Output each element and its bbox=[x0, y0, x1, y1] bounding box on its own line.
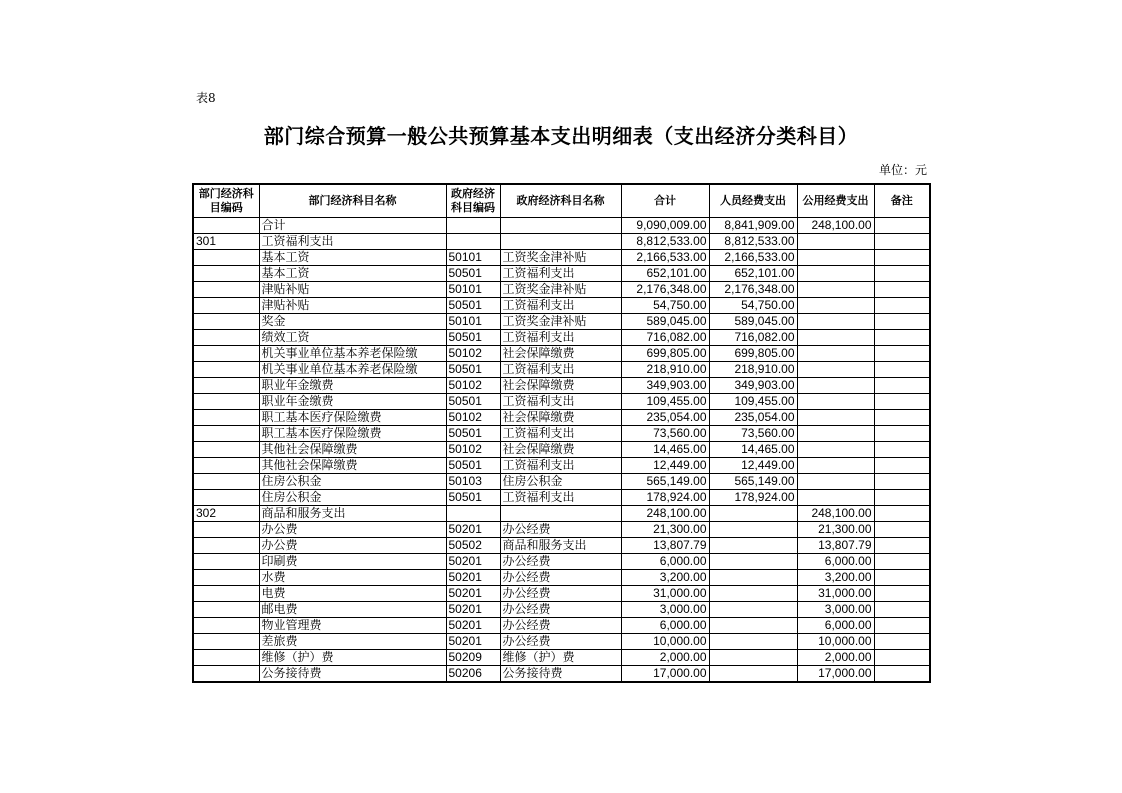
personnel-cell bbox=[709, 617, 797, 633]
public-cell bbox=[797, 457, 874, 473]
dept-name-cell: 津贴补贴 bbox=[259, 281, 446, 297]
gov-name-cell bbox=[500, 505, 621, 521]
public-cell: 248,100.00 bbox=[797, 217, 874, 233]
total-cell: 8,812,533.00 bbox=[621, 233, 709, 249]
gov-name-cell: 住房公积金 bbox=[500, 473, 621, 489]
total-cell: 12,449.00 bbox=[621, 457, 709, 473]
gov-code-cell: 50501 bbox=[446, 425, 500, 441]
note-cell bbox=[874, 217, 930, 233]
table-number-label: 表8 bbox=[196, 91, 216, 105]
table-row bbox=[193, 553, 930, 569]
total-cell: 21,300.00 bbox=[621, 521, 709, 537]
total-cell: 3,000.00 bbox=[621, 601, 709, 617]
dept-name-cell: 绩效工资 bbox=[259, 329, 446, 345]
gov-code-cell: 50201 bbox=[446, 633, 500, 649]
table-row bbox=[193, 425, 930, 441]
public-cell bbox=[797, 249, 874, 265]
gov-name-cell bbox=[500, 217, 621, 233]
note-cell bbox=[874, 265, 930, 281]
dept-code-cell bbox=[193, 521, 259, 537]
dept-code-cell bbox=[193, 265, 259, 281]
personnel-cell: 699,805.00 bbox=[709, 345, 797, 361]
gov-name-cell: 办公经费 bbox=[500, 585, 621, 601]
public-cell: 248,100.00 bbox=[797, 505, 874, 521]
note-cell bbox=[874, 665, 930, 682]
gov-code-cell: 50101 bbox=[446, 281, 500, 297]
gov-name-cell: 办公经费 bbox=[500, 601, 621, 617]
gov-code-cell bbox=[446, 505, 500, 521]
personnel-cell bbox=[709, 569, 797, 585]
dept-code-cell bbox=[193, 217, 259, 233]
table-row bbox=[193, 345, 930, 361]
table-row bbox=[193, 569, 930, 585]
unit-label: 单位：元 bbox=[878, 163, 927, 177]
note-cell bbox=[874, 617, 930, 633]
dept-name-cell: 工资福利支出 bbox=[259, 233, 446, 249]
dept-name-cell: 津贴补贴 bbox=[259, 297, 446, 313]
public-cell bbox=[797, 425, 874, 441]
total-cell: 9,090,009.00 bbox=[621, 217, 709, 233]
dept-code-cell: 302 bbox=[193, 505, 259, 521]
dept-name-cell: 职工基本医疗保险缴费 bbox=[259, 425, 446, 441]
total-cell: 2,176,348.00 bbox=[621, 281, 709, 297]
total-cell: 54,750.00 bbox=[621, 297, 709, 313]
personnel-cell: 2,166,533.00 bbox=[709, 249, 797, 265]
public-cell: 21,300.00 bbox=[797, 521, 874, 537]
dept-code-cell bbox=[193, 313, 259, 329]
dept-code-cell bbox=[193, 537, 259, 553]
dept-name-cell: 其他社会保障缴费 bbox=[259, 441, 446, 457]
dept-name-cell: 商品和服务支出 bbox=[259, 505, 446, 521]
total-cell: 235,054.00 bbox=[621, 409, 709, 425]
table-body bbox=[193, 217, 930, 682]
gov-name-cell: 工资福利支出 bbox=[500, 489, 621, 505]
dept-name-cell: 合计 bbox=[259, 217, 446, 233]
note-cell bbox=[874, 377, 930, 393]
dept-code-cell bbox=[193, 633, 259, 649]
gov-name-cell: 工资福利支出 bbox=[500, 297, 621, 313]
personnel-cell: 2,176,348.00 bbox=[709, 281, 797, 297]
total-cell: 17,000.00 bbox=[621, 665, 709, 682]
table-row bbox=[193, 617, 930, 633]
gov-code-cell: 50501 bbox=[446, 329, 500, 345]
dept-name-cell: 其他社会保障缴费 bbox=[259, 457, 446, 473]
personnel-cell bbox=[709, 665, 797, 682]
personnel-cell bbox=[709, 649, 797, 665]
table-row bbox=[193, 313, 930, 329]
personnel-cell: 589,045.00 bbox=[709, 313, 797, 329]
gov-code-cell: 50103 bbox=[446, 473, 500, 489]
gov-name-cell: 工资奖金津补贴 bbox=[500, 313, 621, 329]
dept-code-cell bbox=[193, 425, 259, 441]
public-cell: 10,000.00 bbox=[797, 633, 874, 649]
table-row bbox=[193, 249, 930, 265]
personnel-cell: 109,455.00 bbox=[709, 393, 797, 409]
note-cell bbox=[874, 233, 930, 249]
gov-name-cell: 工资福利支出 bbox=[500, 361, 621, 377]
table-row bbox=[193, 377, 930, 393]
gov-code-cell bbox=[446, 233, 500, 249]
personnel-cell: 54,750.00 bbox=[709, 297, 797, 313]
table-row bbox=[193, 633, 930, 649]
table-row bbox=[193, 521, 930, 537]
dept-name-cell: 基本工资 bbox=[259, 265, 446, 281]
note-cell bbox=[874, 585, 930, 601]
personnel-cell bbox=[709, 601, 797, 617]
gov-code-cell: 50501 bbox=[446, 489, 500, 505]
table-row bbox=[193, 457, 930, 473]
dept-code-cell bbox=[193, 281, 259, 297]
gov-name-cell: 社会保障缴费 bbox=[500, 377, 621, 393]
personnel-cell: 12,449.00 bbox=[709, 457, 797, 473]
dept-code-cell bbox=[193, 361, 259, 377]
page-title: 部门综合预算一般公共预算基本支出明细表（支出经济分类科目） bbox=[263, 124, 859, 148]
gov-name-cell: 商品和服务支出 bbox=[500, 537, 621, 553]
total-cell: 716,082.00 bbox=[621, 329, 709, 345]
gov-code-cell: 50501 bbox=[446, 297, 500, 313]
gov-code-cell: 50101 bbox=[446, 313, 500, 329]
public-cell bbox=[797, 441, 874, 457]
personnel-cell: 716,082.00 bbox=[709, 329, 797, 345]
dept-name-cell: 住房公积金 bbox=[259, 473, 446, 489]
public-cell bbox=[797, 361, 874, 377]
personnel-cell: 349,903.00 bbox=[709, 377, 797, 393]
gov-name-cell: 工资福利支出 bbox=[500, 457, 621, 473]
table-row bbox=[193, 233, 930, 249]
personnel-cell: 8,812,533.00 bbox=[709, 233, 797, 249]
dept-code-cell bbox=[193, 457, 259, 473]
note-cell bbox=[874, 457, 930, 473]
dept-name-cell: 职工基本医疗保险缴费 bbox=[259, 409, 446, 425]
dept-name-cell: 印刷费 bbox=[259, 553, 446, 569]
gov-code-cell: 50201 bbox=[446, 569, 500, 585]
gov-code-cell bbox=[446, 217, 500, 233]
gov-name-cell: 维修（护）费 bbox=[500, 649, 621, 665]
gov-name-cell: 社会保障缴费 bbox=[500, 441, 621, 457]
table-row bbox=[193, 393, 930, 409]
total-cell: 6,000.00 bbox=[621, 553, 709, 569]
column-header-dept-name: 部门经济科目名称 bbox=[259, 184, 446, 217]
table-header-row bbox=[193, 184, 930, 217]
dept-name-cell: 住房公积金 bbox=[259, 489, 446, 505]
total-cell: 10,000.00 bbox=[621, 633, 709, 649]
personnel-cell bbox=[709, 521, 797, 537]
note-cell bbox=[874, 409, 930, 425]
gov-code-cell: 50201 bbox=[446, 617, 500, 633]
note-cell bbox=[874, 249, 930, 265]
table-row bbox=[193, 297, 930, 313]
total-cell: 3,200.00 bbox=[621, 569, 709, 585]
dept-code-cell: 301 bbox=[193, 233, 259, 249]
gov-name-cell: 工资福利支出 bbox=[500, 265, 621, 281]
note-cell bbox=[874, 345, 930, 361]
total-cell: 218,910.00 bbox=[621, 361, 709, 377]
total-cell: 31,000.00 bbox=[621, 585, 709, 601]
table-row bbox=[193, 281, 930, 297]
column-header-public: 公用经费支出 bbox=[797, 184, 874, 217]
public-cell bbox=[797, 489, 874, 505]
note-cell bbox=[874, 569, 930, 585]
dept-code-cell bbox=[193, 489, 259, 505]
dept-code-cell bbox=[193, 345, 259, 361]
budget-detail-table bbox=[192, 183, 931, 683]
gov-code-cell: 50501 bbox=[446, 457, 500, 473]
personnel-cell: 8,841,909.00 bbox=[709, 217, 797, 233]
public-cell: 3,000.00 bbox=[797, 601, 874, 617]
dept-name-cell: 水费 bbox=[259, 569, 446, 585]
column-header-dept-code: 部门经济科目编码 bbox=[193, 184, 259, 217]
public-cell bbox=[797, 297, 874, 313]
column-header-note: 备注 bbox=[874, 184, 930, 217]
dept-code-cell bbox=[193, 441, 259, 457]
column-header-personnel: 人员经费支出 bbox=[709, 184, 797, 217]
personnel-cell: 178,924.00 bbox=[709, 489, 797, 505]
personnel-cell bbox=[709, 585, 797, 601]
gov-name-cell: 办公经费 bbox=[500, 553, 621, 569]
note-cell bbox=[874, 537, 930, 553]
gov-code-cell: 50201 bbox=[446, 585, 500, 601]
table-row bbox=[193, 441, 930, 457]
dept-code-cell bbox=[193, 649, 259, 665]
table-row bbox=[193, 585, 930, 601]
total-cell: 14,465.00 bbox=[621, 441, 709, 457]
gov-name-cell bbox=[500, 233, 621, 249]
dept-name-cell: 机关事业单位基本养老保险缴 bbox=[259, 345, 446, 361]
table-row bbox=[193, 265, 930, 281]
dept-name-cell: 职业年金缴费 bbox=[259, 377, 446, 393]
total-cell: 699,805.00 bbox=[621, 345, 709, 361]
note-cell bbox=[874, 649, 930, 665]
total-cell: 2,166,533.00 bbox=[621, 249, 709, 265]
gov-code-cell: 50102 bbox=[446, 409, 500, 425]
table-row bbox=[193, 505, 930, 521]
note-cell bbox=[874, 505, 930, 521]
public-cell bbox=[797, 265, 874, 281]
dept-code-cell bbox=[193, 665, 259, 682]
public-cell bbox=[797, 233, 874, 249]
note-cell bbox=[874, 633, 930, 649]
note-cell bbox=[874, 393, 930, 409]
gov-code-cell: 50201 bbox=[446, 521, 500, 537]
total-cell: 349,903.00 bbox=[621, 377, 709, 393]
gov-name-cell: 办公经费 bbox=[500, 569, 621, 585]
table-row bbox=[193, 409, 930, 425]
total-cell: 6,000.00 bbox=[621, 617, 709, 633]
dept-name-cell: 电费 bbox=[259, 585, 446, 601]
dept-code-cell bbox=[193, 329, 259, 345]
column-header-total: 合计 bbox=[621, 184, 709, 217]
note-cell bbox=[874, 521, 930, 537]
personnel-cell: 565,149.00 bbox=[709, 473, 797, 489]
public-cell bbox=[797, 377, 874, 393]
note-cell bbox=[874, 329, 930, 345]
public-cell: 2,000.00 bbox=[797, 649, 874, 665]
gov-code-cell: 50102 bbox=[446, 377, 500, 393]
dept-code-cell bbox=[193, 393, 259, 409]
personnel-cell bbox=[709, 505, 797, 521]
dept-name-cell: 职业年金缴费 bbox=[259, 393, 446, 409]
gov-code-cell: 50501 bbox=[446, 393, 500, 409]
dept-code-cell bbox=[193, 601, 259, 617]
note-cell bbox=[874, 553, 930, 569]
gov-code-cell: 50102 bbox=[446, 441, 500, 457]
gov-code-cell: 50501 bbox=[446, 265, 500, 281]
public-cell: 6,000.00 bbox=[797, 553, 874, 569]
table-row bbox=[193, 489, 930, 505]
public-cell bbox=[797, 345, 874, 361]
dept-name-cell: 维修（护）费 bbox=[259, 649, 446, 665]
dept-name-cell: 办公费 bbox=[259, 537, 446, 553]
note-cell bbox=[874, 489, 930, 505]
gov-code-cell: 50501 bbox=[446, 361, 500, 377]
table-row bbox=[193, 649, 930, 665]
note-cell bbox=[874, 441, 930, 457]
column-header-gov-name: 政府经济科目名称 bbox=[500, 184, 621, 217]
dept-code-cell bbox=[193, 617, 259, 633]
gov-name-cell: 工资福利支出 bbox=[500, 425, 621, 441]
personnel-cell bbox=[709, 553, 797, 569]
gov-name-cell: 办公经费 bbox=[500, 521, 621, 537]
gov-name-cell: 工资福利支出 bbox=[500, 393, 621, 409]
table-row bbox=[193, 665, 930, 682]
dept-name-cell: 基本工资 bbox=[259, 249, 446, 265]
personnel-cell bbox=[709, 537, 797, 553]
gov-code-cell: 50201 bbox=[446, 553, 500, 569]
gov-code-cell: 50502 bbox=[446, 537, 500, 553]
dept-name-cell: 奖金 bbox=[259, 313, 446, 329]
gov-code-cell: 50201 bbox=[446, 601, 500, 617]
dept-name-cell: 机关事业单位基本养老保险缴 bbox=[259, 361, 446, 377]
public-cell bbox=[797, 409, 874, 425]
public-cell bbox=[797, 313, 874, 329]
total-cell: 178,924.00 bbox=[621, 489, 709, 505]
personnel-cell: 652,101.00 bbox=[709, 265, 797, 281]
personnel-cell: 218,910.00 bbox=[709, 361, 797, 377]
total-cell: 109,455.00 bbox=[621, 393, 709, 409]
gov-code-cell: 50206 bbox=[446, 665, 500, 682]
gov-code-cell: 50101 bbox=[446, 249, 500, 265]
public-cell: 13,807.79 bbox=[797, 537, 874, 553]
dept-code-cell bbox=[193, 553, 259, 569]
gov-name-cell: 工资福利支出 bbox=[500, 329, 621, 345]
public-cell: 17,000.00 bbox=[797, 665, 874, 682]
dept-code-cell bbox=[193, 297, 259, 313]
public-cell: 3,200.00 bbox=[797, 569, 874, 585]
gov-name-cell: 办公经费 bbox=[500, 617, 621, 633]
dept-name-cell: 邮电费 bbox=[259, 601, 446, 617]
total-cell: 652,101.00 bbox=[621, 265, 709, 281]
table-row bbox=[193, 361, 930, 377]
dept-name-cell: 物业管理费 bbox=[259, 617, 446, 633]
dept-name-cell: 办公费 bbox=[259, 521, 446, 537]
note-cell bbox=[874, 361, 930, 377]
public-cell: 6,000.00 bbox=[797, 617, 874, 633]
dept-code-cell bbox=[193, 249, 259, 265]
note-cell bbox=[874, 601, 930, 617]
table-row bbox=[193, 473, 930, 489]
table-row bbox=[193, 537, 930, 553]
dept-code-cell bbox=[193, 473, 259, 489]
dept-code-cell bbox=[193, 585, 259, 601]
total-cell: 589,045.00 bbox=[621, 313, 709, 329]
note-cell bbox=[874, 425, 930, 441]
public-cell bbox=[797, 329, 874, 345]
total-cell: 73,560.00 bbox=[621, 425, 709, 441]
gov-name-cell: 社会保障缴费 bbox=[500, 409, 621, 425]
total-cell: 565,149.00 bbox=[621, 473, 709, 489]
personnel-cell: 14,465.00 bbox=[709, 441, 797, 457]
personnel-cell: 235,054.00 bbox=[709, 409, 797, 425]
note-cell bbox=[874, 313, 930, 329]
note-cell bbox=[874, 473, 930, 489]
table-row bbox=[193, 217, 930, 233]
total-cell: 248,100.00 bbox=[621, 505, 709, 521]
total-cell: 2,000.00 bbox=[621, 649, 709, 665]
gov-name-cell: 公务接待费 bbox=[500, 665, 621, 682]
gov-name-cell: 办公经费 bbox=[500, 633, 621, 649]
gov-name-cell: 工资奖金津补贴 bbox=[500, 249, 621, 265]
personnel-cell bbox=[709, 633, 797, 649]
public-cell: 31,000.00 bbox=[797, 585, 874, 601]
gov-name-cell: 工资奖金津补贴 bbox=[500, 281, 621, 297]
public-cell bbox=[797, 281, 874, 297]
table-row bbox=[193, 601, 930, 617]
gov-code-cell: 50209 bbox=[446, 649, 500, 665]
note-cell bbox=[874, 297, 930, 313]
total-cell: 13,807.79 bbox=[621, 537, 709, 553]
public-cell bbox=[797, 393, 874, 409]
public-cell bbox=[797, 473, 874, 489]
gov-name-cell: 社会保障缴费 bbox=[500, 345, 621, 361]
dept-name-cell: 差旅费 bbox=[259, 633, 446, 649]
dept-code-cell bbox=[193, 377, 259, 393]
table-row bbox=[193, 329, 930, 345]
dept-code-cell bbox=[193, 569, 259, 585]
personnel-cell: 73,560.00 bbox=[709, 425, 797, 441]
dept-code-cell bbox=[193, 409, 259, 425]
dept-name-cell: 公务接待费 bbox=[259, 665, 446, 682]
note-cell bbox=[874, 281, 930, 297]
gov-code-cell: 50102 bbox=[446, 345, 500, 361]
column-header-gov-code: 政府经济科目编码 bbox=[446, 184, 500, 217]
